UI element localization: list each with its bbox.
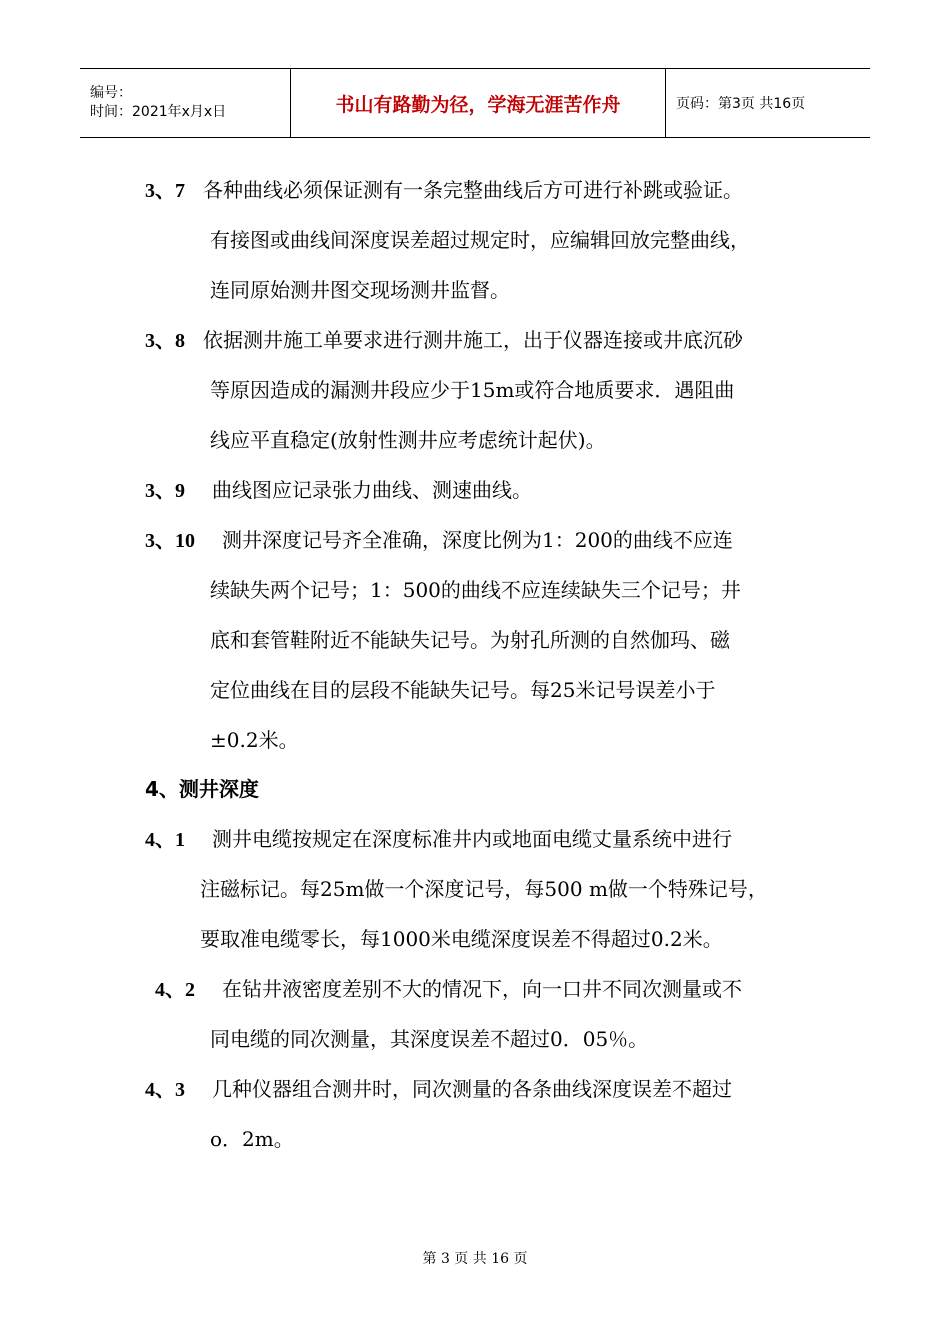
section-line: 几种仪器组合测井时，同次测量的各条曲线深度误差不超过 (212, 1077, 732, 1101)
page-info-text: 页码：第3页 共16页 (676, 96, 806, 112)
header-motto (290, 69, 666, 137)
section-line: 同电缆的同次测量，其深度误差不超过0．05％。 (210, 1027, 649, 1051)
section-number: 3、10 (145, 530, 195, 552)
motto-text: 书山有路勤为径，学海无涯苦作舟 (335, 93, 621, 116)
section-line: 依据测井施工单要求进行测井施工，出于仪器连接或井底沉砂 (203, 328, 743, 352)
section-line: o．2m。 (210, 1127, 294, 1151)
section-line: 要取准电缆零长，每1000米电缆深度误差不得超过0.2米。 (200, 927, 723, 951)
header-meta (80, 69, 290, 137)
section-number: 4、2 (155, 979, 195, 1001)
section-line: 定位曲线在目的层段不能缺失记号。每25米记号误差小于 (210, 678, 716, 702)
page-footer: 第 3 页 共 16 页 (422, 1251, 528, 1267)
section-line: 各种曲线必须保证测有一条完整曲线后方可进行补跳或验证。 (203, 178, 743, 202)
page-header (80, 68, 870, 138)
section-line: 注磁标记。每25m做一个深度记号，每500 m做一个特殊记号， (200, 877, 768, 901)
section-line: 底和套管鞋附近不能缺失记号。为射孔所测的自然伽玛、磁 (210, 628, 730, 652)
section-line: 测井电缆按规定在深度标准井内或地面电缆丈量系统中进行 (212, 827, 732, 851)
section-number: 3、8 (145, 330, 185, 352)
section-number: 4、3 (145, 1079, 185, 1101)
serial-label: 编号： (90, 85, 132, 101)
section-heading: 4、测井深度 (145, 777, 259, 801)
section-line: 连同原始测井图交现场测井监督。 (210, 278, 510, 302)
section-number: 3、7 (145, 180, 185, 202)
section-line: 测井深度记号齐全准确，深度比例为1：200的曲线不应连 (222, 528, 733, 552)
section-line: 续缺失两个记号；1：500的曲线不应连续缺失三个记号；井 (210, 578, 741, 602)
section-line: 等原因造成的漏测井段应少于15m或符合地质要求．遇阻曲 (210, 378, 735, 402)
header-page-info (666, 69, 870, 137)
section-number: 4、1 (145, 829, 185, 851)
section-line: 在钻井液密度差别不大的情况下，向一口井不同次测量或不 (222, 977, 742, 1001)
section-number: 3、9 (145, 480, 185, 502)
section-line: 有接图或曲线间深度误差超过规定时，应编辑回放完整曲线， (210, 228, 750, 252)
time-label: 时间：2021年x月x日 (90, 104, 227, 120)
section-line: 线应平直稳定(放射性测井应考虑统计起伏)。 (210, 428, 606, 452)
section-line: 曲线图应记录张力曲线、测速曲线。 (212, 478, 532, 502)
section-line: ±0.2米。 (210, 728, 299, 752)
